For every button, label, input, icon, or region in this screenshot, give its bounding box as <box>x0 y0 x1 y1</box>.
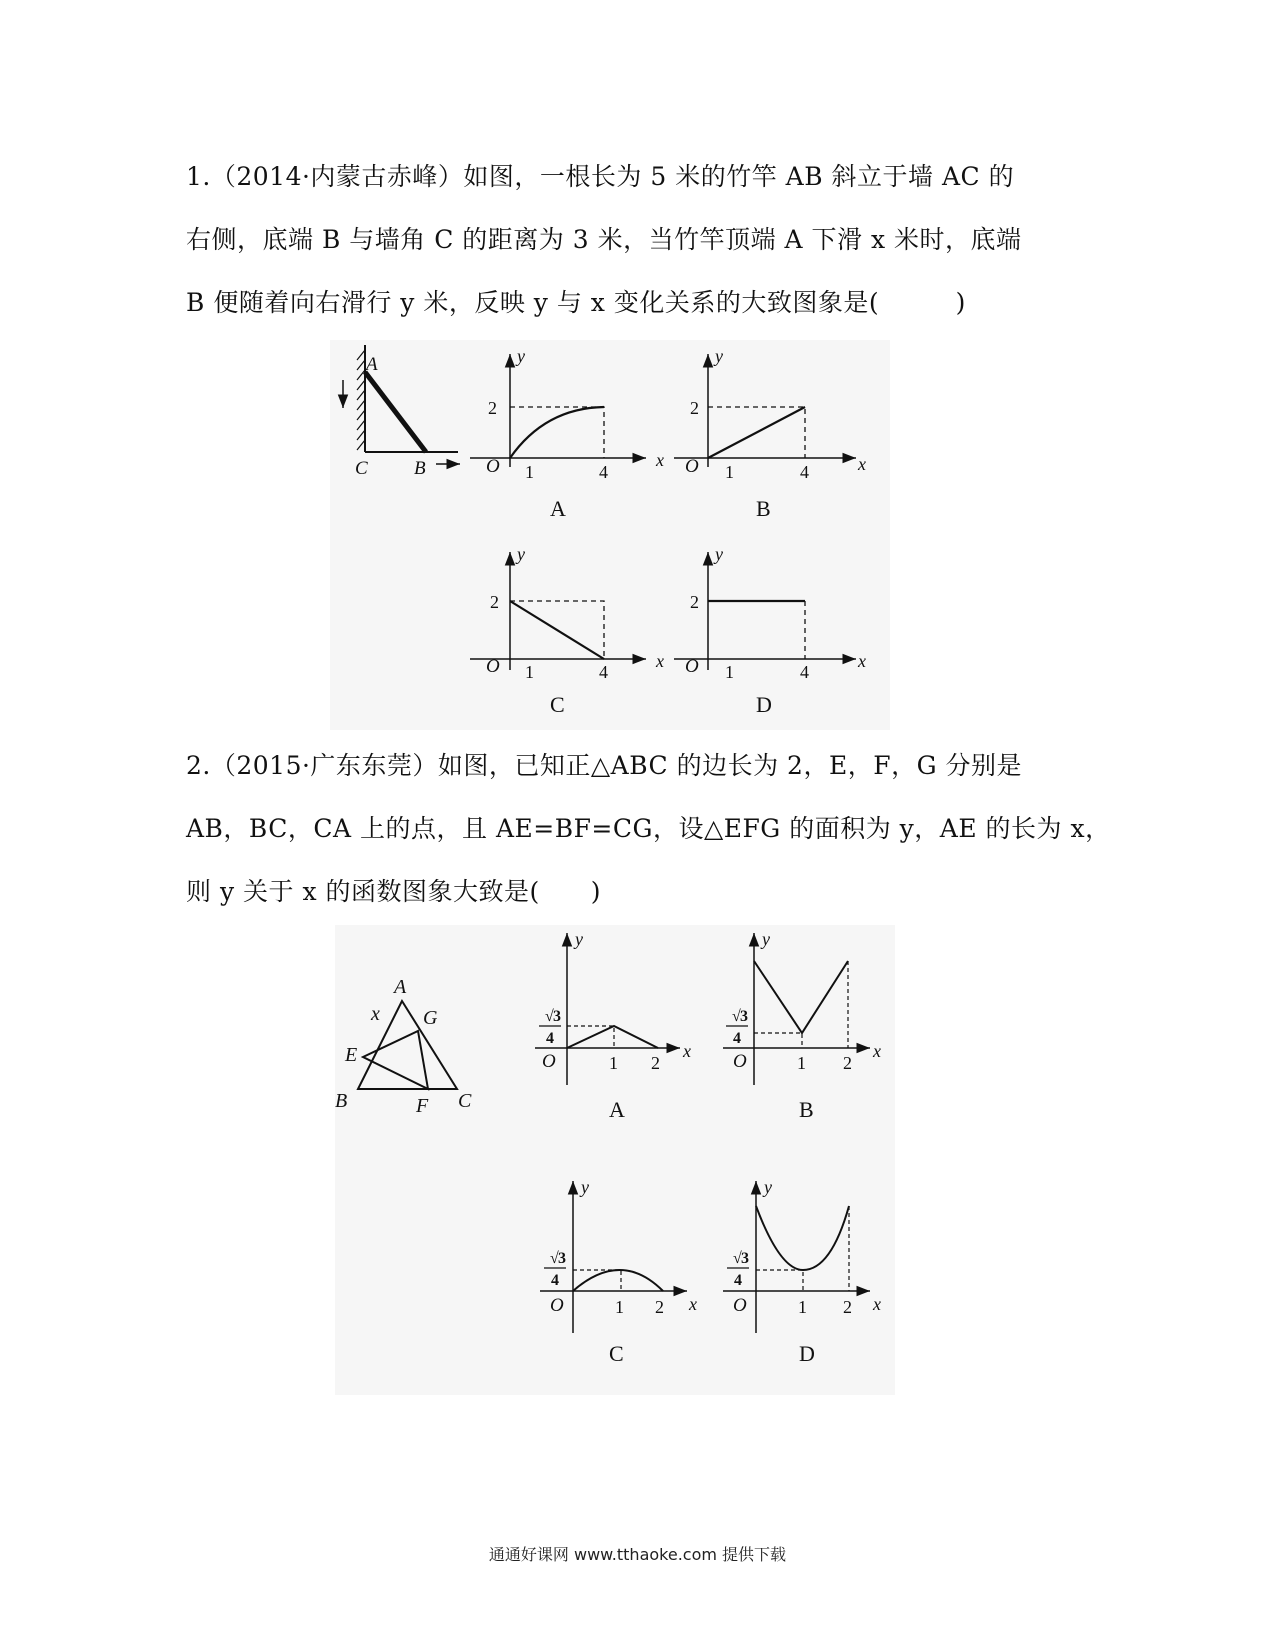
svg-text:O: O <box>685 656 699 677</box>
svg-text:O: O <box>486 456 500 477</box>
svg-text:x: x <box>873 1041 881 1061</box>
svg-text:y: y <box>764 1177 772 1197</box>
svg-text:x: x <box>683 1041 691 1061</box>
q1-option-label-B: B <box>756 496 771 521</box>
svg-text:2: 2 <box>843 1053 852 1073</box>
svg-text:4: 4 <box>599 462 608 482</box>
svg-text:4: 4 <box>551 1272 559 1289</box>
q1-line-2: 右侧，底端 B 与墙角 C 的距离为 3 米，当竹竿顶端 A 下滑 x 米时，底端 <box>186 225 1022 254</box>
svg-text:O: O <box>733 1051 747 1072</box>
q2-line-2: AB，BC，CA 上的点，且 AE=BF=CG，设△EFG 的面积为 y，AE 的长为 x， <box>186 814 1111 843</box>
q1-point-A: A <box>366 354 378 375</box>
q2-line-1: 2.（2015·广东东莞）如图，已知正△ABC 的边长为 2，E，F，G 分别是 <box>186 751 1022 780</box>
q2-option-label-C: C <box>609 1341 624 1366</box>
svg-text:1: 1 <box>615 1297 624 1317</box>
q2-point-F: F <box>416 1095 429 1117</box>
svg-text:O: O <box>486 656 500 677</box>
q2-side-label-x: x <box>371 1003 380 1025</box>
svg-text:x: x <box>656 651 664 671</box>
q2-line-3: 则 y 关于 x 的函数图象大致是( ) <box>186 877 602 906</box>
svg-text:y: y <box>575 929 583 949</box>
svg-text:O: O <box>733 1295 747 1316</box>
svg-text:3: 3 <box>740 1008 748 1025</box>
svg-text:x: x <box>873 1294 881 1314</box>
svg-text:2: 2 <box>843 1297 852 1317</box>
svg-text:y: y <box>762 929 770 949</box>
q2-point-G: G <box>423 1007 438 1029</box>
svg-text:√: √ <box>545 1008 554 1025</box>
svg-text:2: 2 <box>488 398 497 418</box>
q1-line-3: B 便随着向右滑行 y 米，反映 y 与 x 变化关系的大致图象是( ) <box>186 288 966 317</box>
svg-text:4: 4 <box>546 1030 554 1047</box>
svg-text:1: 1 <box>725 662 734 682</box>
svg-text:x: x <box>689 1294 697 1314</box>
svg-text:4: 4 <box>800 662 809 682</box>
svg-text:1: 1 <box>797 1053 806 1073</box>
q1-option-label-D: D <box>756 692 772 717</box>
q2-point-A: A <box>394 976 407 998</box>
svg-text:x: x <box>858 651 866 671</box>
q2-option-label-D: D <box>799 1341 815 1366</box>
svg-text:O: O <box>542 1051 556 1072</box>
q1-point-B: B <box>414 458 426 479</box>
svg-text:2: 2 <box>490 592 499 612</box>
svg-text:1: 1 <box>609 1053 618 1073</box>
q2-point-E: E <box>345 1044 358 1066</box>
q1-point-C: C <box>355 458 368 479</box>
svg-text:√: √ <box>733 1250 742 1267</box>
svg-text:√: √ <box>732 1008 741 1025</box>
svg-text:1: 1 <box>525 462 534 482</box>
svg-text:y: y <box>517 544 525 564</box>
q1-figure <box>330 340 890 730</box>
svg-text:2: 2 <box>655 1297 664 1317</box>
svg-text:y: y <box>581 1177 589 1197</box>
svg-text:x: x <box>656 450 664 470</box>
svg-text:y: y <box>715 346 723 366</box>
footer-credit: 通通好课网 www.tthaoke.com 提供下载 <box>488 1545 787 1564</box>
svg-text:1: 1 <box>798 1297 807 1317</box>
svg-text:3: 3 <box>741 1250 749 1267</box>
q2-option-label-A: A <box>609 1097 625 1122</box>
svg-text:4: 4 <box>599 662 608 682</box>
svg-text:y: y <box>517 346 525 366</box>
svg-text:y: y <box>715 544 723 564</box>
q1-line-1: 1.（2014·内蒙古赤峰）如图，一根长为 5 米的竹竿 AB 斜立于墙 AC 的 <box>186 162 1015 191</box>
svg-text:3: 3 <box>558 1250 566 1267</box>
svg-text:√: √ <box>550 1250 559 1267</box>
svg-text:4: 4 <box>733 1030 741 1047</box>
q2-point-C: C <box>458 1090 472 1112</box>
q1-option-label-C: C <box>550 692 565 717</box>
q2-point-B: B <box>335 1090 348 1112</box>
svg-text:1: 1 <box>725 462 734 482</box>
svg-text:3: 3 <box>553 1008 561 1025</box>
svg-text:4: 4 <box>800 462 809 482</box>
q2-figure <box>335 925 895 1395</box>
svg-text:2: 2 <box>651 1053 660 1073</box>
svg-text:4: 4 <box>734 1272 742 1289</box>
q1-option-label-A: A <box>550 496 566 521</box>
svg-text:2: 2 <box>690 398 699 418</box>
svg-text:x: x <box>858 454 866 474</box>
svg-text:O: O <box>550 1295 564 1316</box>
svg-text:O: O <box>685 456 699 477</box>
svg-text:1: 1 <box>525 662 534 682</box>
q2-option-label-B: B <box>799 1097 814 1122</box>
svg-text:2: 2 <box>690 592 699 612</box>
